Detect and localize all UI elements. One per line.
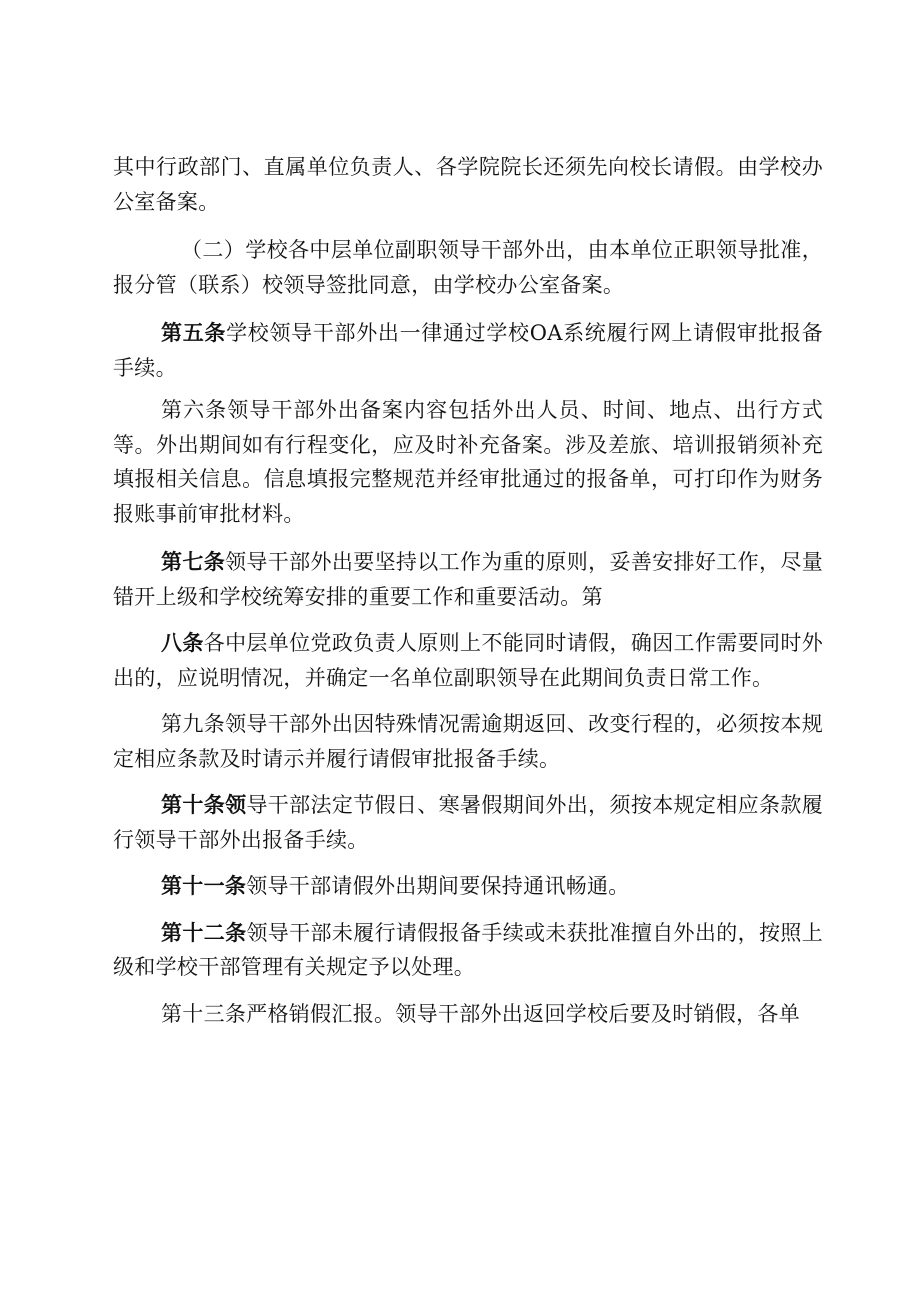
document-body xyxy=(113,150,823,1031)
article-heading: 第十二条 xyxy=(161,919,247,945)
paragraph-article-6 xyxy=(113,393,823,531)
paragraph-text: （二）学校各中层单位副职领导干部外出，由本单位正职领导批准，报分管（联系）校领导签批同意，由学校办公室备案。 xyxy=(113,238,823,297)
paragraph-article-7 xyxy=(113,545,823,614)
paragraph-article-9 xyxy=(113,707,823,776)
paragraph-article-5 xyxy=(113,316,823,385)
paragraph-text: 导干部法定节假日、寒暑假期间外出，须按本规定相应条款履行领导干部外出报备手续。 xyxy=(113,793,823,852)
paragraph-clause-2 xyxy=(113,233,823,302)
article-heading: 第五条 xyxy=(161,320,227,345)
paragraph-text: 领导干部请假外出期间要保持通讯畅通。 xyxy=(246,874,630,898)
article-heading: 八条 xyxy=(161,630,204,655)
article-heading: 第十一条 xyxy=(161,873,247,898)
paragraph-text: 第六条领导干部外出备案内容包括外出人员、时间、地点、出行方式等。外出期间如有行程变化，应及时补充备案。涉及差旅、培训报销须补充填报相关信息。信息填报完整规范并经审批通过的报备单，可打印作为财务报账事前审批材料。 xyxy=(113,398,823,526)
paragraph-text: 各中层单位党政负责人原则上不能同时请假，确因工作需要同时外出的，应说明情况，并确定一名单位副职领导在此期间负责日常工作。 xyxy=(113,631,823,690)
paragraph-article-13 xyxy=(113,997,823,1032)
paragraph-text: 第九条领导干部外出因特殊情况需逾期返回、改变行程的，必须按本规定相应条款及时请示并履行请假审批报备手续。 xyxy=(113,712,823,771)
paragraph-text: 第十三条严格销假汇报。领导干部外出返回学校后要及时销假，各单 xyxy=(161,1001,800,1026)
paragraph-text: 其中行政部门、直属单位负责人、各学院院长还须先向校长请假。由学校办公室备案。 xyxy=(113,155,823,214)
paragraph-article-8 xyxy=(113,626,823,695)
paragraph-text: 领导干部未履行请假报备手续或未获批准擅自外出的，按照上级和学校干部管理有关规定予以处理。 xyxy=(113,920,823,979)
article-heading: 第十条领 xyxy=(161,792,247,817)
paragraph-article-11 xyxy=(113,869,823,904)
article-heading: 第七条 xyxy=(161,549,226,574)
paragraph-text: 学校领导干部外出一律通过学校OA系统履行网上请假审批报备手续。 xyxy=(113,321,823,380)
paragraph-article-12 xyxy=(113,916,823,985)
paragraph-article-10 xyxy=(113,788,823,857)
paragraph-continuation xyxy=(113,150,823,219)
paragraph-text: 领导干部外出要坚持以工作为重的原则，妥善安排好工作，尽量错开上级和学校统筹安排的重要工作和重要活动。第 xyxy=(113,550,823,609)
